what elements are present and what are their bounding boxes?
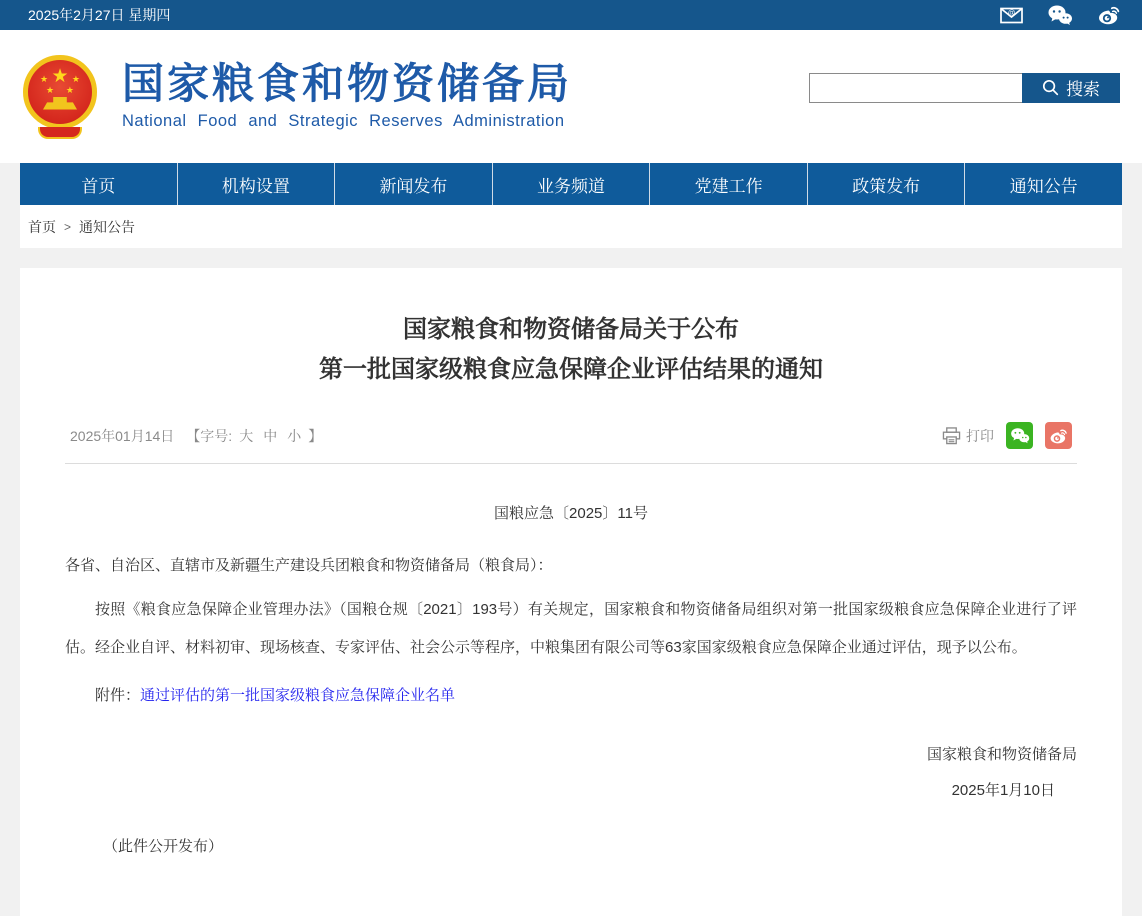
- site-header: [0, 30, 1142, 163]
- font-size-label-end: 】: [308, 427, 323, 444]
- breadcrumb: [20, 205, 1122, 248]
- email-icon[interactable]: [1000, 7, 1023, 24]
- breadcrumb-current-link[interactable]: 通知公告: [79, 218, 136, 235]
- font-size-small-button[interactable]: 小: [287, 427, 302, 444]
- font-size-medium-button[interactable]: 中: [263, 427, 278, 444]
- svg-text:@: @: [1007, 7, 1016, 17]
- print-label: 打印: [966, 427, 994, 444]
- publish-date: 2025年01月14日: [70, 427, 175, 444]
- font-size-label: 【字号:: [186, 427, 233, 444]
- main-nav: [20, 163, 1122, 205]
- nav-item-notices[interactable]: 通知公告: [1009, 176, 1078, 196]
- attachment-label: 附件：: [95, 687, 141, 704]
- site-title: 国家粮食和物资储备局: [122, 61, 573, 108]
- topbar-icons: [1000, 4, 1122, 26]
- wechat-share-icon: [1010, 427, 1030, 444]
- nav-item-home[interactable]: 首页: [20, 163, 178, 205]
- article-meta-row: [65, 422, 1077, 464]
- printer-icon: [942, 427, 961, 445]
- share-weibo-button[interactable]: [1045, 422, 1072, 449]
- article-paragraph: 按照《粮食应急保障企业管理办法》（国粮仓规〔2021〕193号）有关规定，国家粮食和物资储备局组织对第一批国家级粮食应急保障企业进行了评估。经企业自评、材料初审、现场核查、专家评估、社会公示等程序，中粮集团有限公司等63家国家级粮食应急保障企业通过评估，现予以公布。: [65, 601, 1077, 656]
- site-title-block: [122, 62, 572, 131]
- signature-block: [65, 737, 1077, 809]
- article-title: [65, 310, 1077, 390]
- search-button[interactable]: [1022, 73, 1120, 103]
- nav-item-organization[interactable]: 机构设置: [178, 163, 336, 205]
- signer-name: 国家粮食和物资储备局: [926, 746, 1077, 763]
- article-title-line1: 国家粮食和物资储备局关于公布: [403, 316, 739, 343]
- article-title-line2: 第一批国家级粮食应急保障企业评估结果的通知: [319, 356, 823, 383]
- attachment-link[interactable]: 通过评估的第一批国家级粮食应急保障企业名单: [140, 687, 456, 704]
- addressee-line: 各省、自治区、直辖市及新疆生产建设兵团粮食和物资储备局（粮食局）：: [65, 557, 553, 574]
- site-title-english: National Food and Strategic Reserves Administration: [122, 112, 565, 131]
- share-wechat-button[interactable]: [1006, 422, 1033, 449]
- search-button-label: 搜索: [1066, 80, 1100, 99]
- print-button[interactable]: [942, 426, 994, 446]
- attachment-row: [65, 681, 1077, 711]
- search-icon: [1042, 79, 1059, 96]
- nav-item-news[interactable]: 新闻发布: [335, 163, 493, 205]
- article-container: [20, 268, 1122, 916]
- nav-item-party-building[interactable]: 党建工作: [650, 163, 808, 205]
- breadcrumb-home-link[interactable]: 首页: [28, 218, 56, 235]
- weibo-icon[interactable]: [1097, 4, 1122, 26]
- search-bar: [809, 73, 1120, 103]
- search-input[interactable]: [809, 73, 1022, 103]
- article-meta-right: [942, 422, 1072, 449]
- public-release-note: （此件公开发布）: [103, 838, 224, 855]
- national-emblem-icon: ★ ★ ★ ★ ★: [22, 55, 98, 139]
- article-meta-left: [70, 426, 322, 446]
- breadcrumb-separator: >: [64, 219, 72, 234]
- site-logo[interactable]: [22, 55, 572, 139]
- font-size-large-button[interactable]: 大: [239, 427, 254, 444]
- topbar: [0, 0, 1142, 30]
- document-number: 国粮应急〔2025〕11号: [494, 505, 648, 522]
- nav-item-business[interactable]: 业务频道: [493, 163, 651, 205]
- current-date: 2025年2月27日 星期四: [28, 7, 171, 23]
- nav-item-policy[interactable]: 政策发布: [808, 163, 966, 205]
- weibo-share-icon: [1049, 427, 1069, 445]
- signature-date: 2025年1月10日: [951, 782, 1055, 799]
- wechat-icon[interactable]: [1047, 4, 1073, 26]
